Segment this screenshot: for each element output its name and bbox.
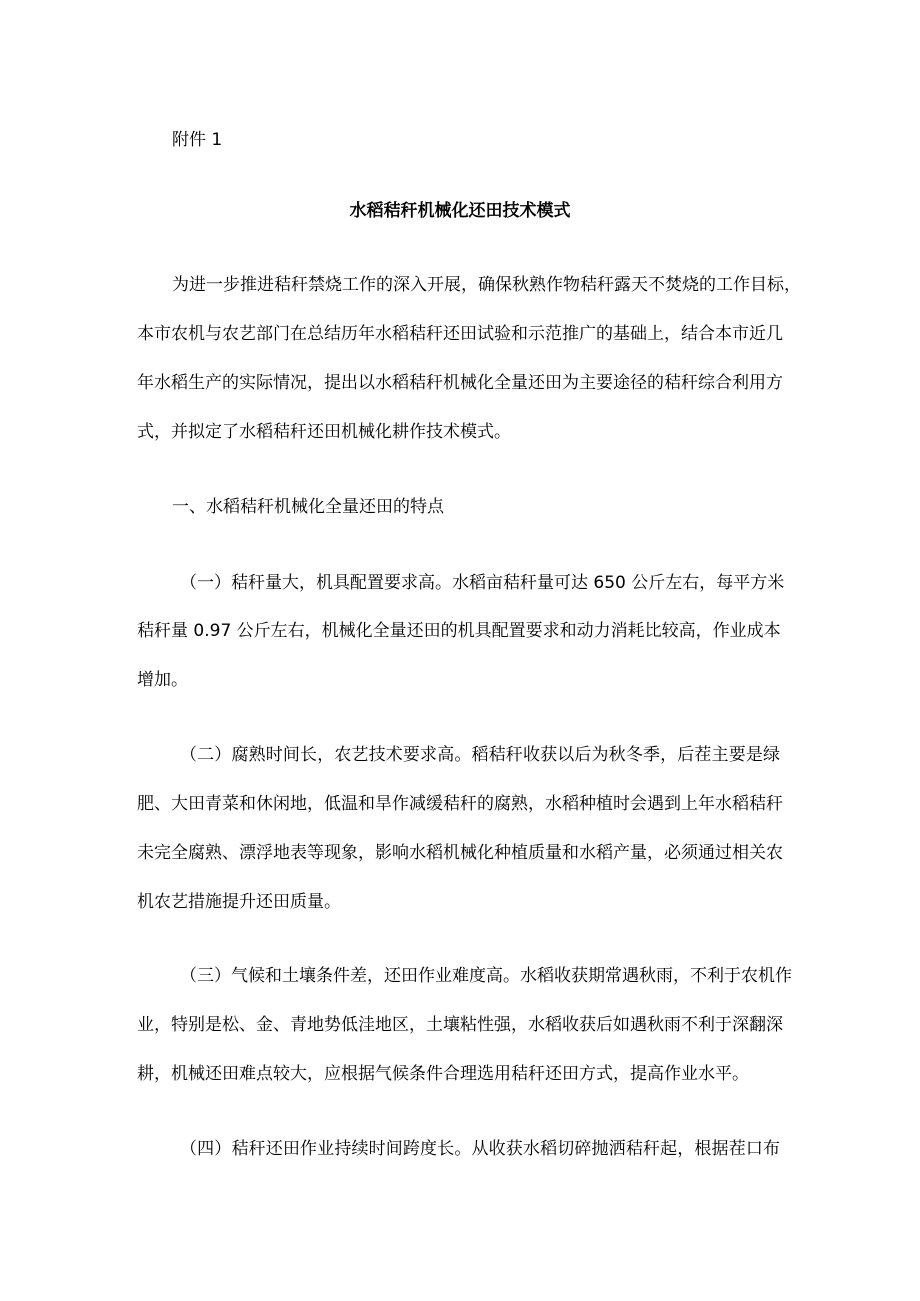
intro-line: 为进一步推进秸秆禁烧工作的深入开展，确保秋熟作物秸秆露天不焚烧的工作目标，: [172, 275, 801, 295]
point2-line: 肥、大田青菜和休闲地，低温和旱作减缓秸秆的腐熟，水稻种植时会遇到上年水稻秸秆: [137, 794, 783, 814]
point3-line: （三）气候和土壤条件差，还田作业难度高。水稻收获期常遇秋雨，不利于农机作: [180, 966, 792, 986]
point1-line: （一）秸秆量大，机具配置要求高。水稻亩秸秆量可达 650 公斤左右，每平方米: [180, 573, 785, 593]
point3-line: 耕，机械还田难点较大，应根据气候条件合理选用秸秆还田方式，提高作业水平。: [137, 1064, 749, 1084]
point4-line: （四）秸秆还田作业持续时间跨度长。从收获水稻切碎抛洒秸秆起，根据茬口布: [180, 1139, 780, 1159]
point1-line: 秸秆量 0.97 公斤左右，机械化全量还田的机具配置要求和动力消耗比较高，作业成本: [137, 621, 781, 641]
intro-line: 式，并拟定了水稻秸秆还田机械化耕作技术模式。: [137, 422, 511, 442]
point1-line: 增加。: [137, 670, 188, 690]
attachment-label: 附件 1: [172, 130, 223, 150]
section-heading: 一、水稻秸秆机械化全量还田的特点: [172, 497, 444, 517]
point2-line: 机农艺措施提升还田质量。: [137, 892, 341, 912]
intro-line: 年水稻生产的实际情况，提出以水稻秸秆机械化全量还田为主要途径的秸秆综合利用方: [137, 373, 783, 393]
point3-line: 业，特别是松、金、青地势低洼地区，土壤粘性强，水稻收获后如遇秋雨不利于深翻深: [137, 1015, 783, 1035]
intro-line: 本市农机与农艺部门在总结历年水稻秸秆还田试验和示范推广的基础上，结合本市近几: [137, 324, 783, 344]
point2-line: 未完全腐熟、漂浮地表等现象，影响水稻机械化种植质量和水稻产量，必须通过相关农: [137, 843, 783, 863]
point2-line: （二）腐熟时间长，农艺技术要求高。稻秸秆收获以后为秋冬季，后茬主要是绿: [180, 745, 780, 765]
document-title: 水稻秸秆机械化还田技术模式: [349, 201, 571, 221]
